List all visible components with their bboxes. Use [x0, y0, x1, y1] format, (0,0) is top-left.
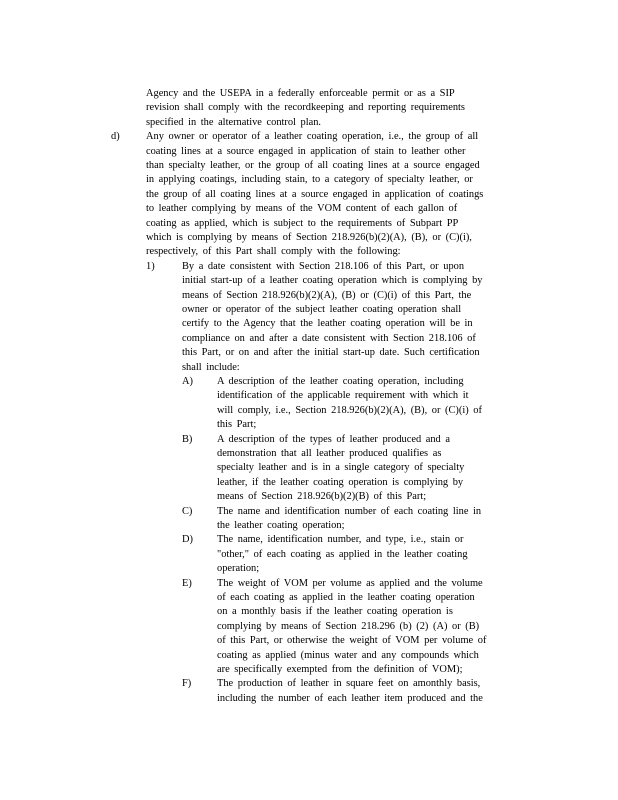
subitem-d-label: D): [182, 534, 193, 546]
section-d-line: than specialty leather, or the group of all coating lines at a source engaged: [146, 160, 480, 171]
subitem-b-line: means of Section 218.926(b)(2)(B) of this Part;: [217, 491, 427, 503]
item-1-line: owner or operator of the subject leather coating operation shall: [182, 304, 462, 315]
subitem-c-line: the leather coating operation;: [217, 520, 345, 531]
subitem-a-line: identification of the applicable requirement with which it: [217, 390, 469, 402]
item-1-line: shall include:: [182, 361, 240, 373]
item-1-line: initial start-up of a leather coating operation which is complying by: [182, 275, 483, 287]
subitem-f-line: including the number of each leather item produced and the: [217, 692, 483, 704]
intro-line: specified in the alternative control plan.: [146, 116, 322, 128]
subitem-f-line: The production of leather in square feet on amonthly basis,: [217, 678, 481, 690]
subitem-d-line: operation;: [217, 563, 260, 575]
subitem-f-label: F): [182, 678, 192, 690]
subitem-b-line: A description of the types of leather produced and a: [217, 433, 450, 445]
section-d-line: Any owner or operator of a leather coating operation, i.e., the group of all: [146, 131, 479, 143]
intro-line: revision shall comply with the recordkeeping and reporting requirements: [146, 102, 465, 114]
section-d-line: respectively, of this Part shall comply with the following:: [146, 246, 401, 258]
section-d-line: which is complying by means of Section 218.926(b)(2)(A), (B), or (C)(i),: [146, 232, 472, 243]
item-1-label: 1): [146, 260, 155, 272]
item-1-line: By a date consistent with Section 218.106 of this Part, or upon: [182, 260, 465, 272]
subitem-c-line: The name and identification number of each coating line in: [217, 505, 482, 517]
subitem-a-line: A description of the leather coating operation, including: [217, 376, 464, 387]
subitem-b-label: B): [182, 433, 193, 445]
subitem-a-label: A): [182, 376, 193, 387]
subitem-e-line: are specifically exempted from the definition of VOM);: [217, 664, 463, 675]
subitem-e-line: The weight of VOM per volume as applied and the volume: [217, 577, 483, 589]
section-d-label: d): [111, 131, 120, 143]
item-1-line: certify to the Agency that the leather coating operation will be in: [182, 318, 473, 330]
subitem-e-label: E): [182, 577, 192, 589]
subitem-e-line: of this Part, or otherwise the weight of VOM per volume of: [217, 635, 487, 647]
item-1-line: this Part, or on and after the initial start-up date. Such certification: [182, 347, 480, 359]
subitem-c-label: C): [182, 505, 193, 517]
section-d-line: in applying coatings, including stain, to a category of specialty leather, or: [146, 174, 473, 186]
item-1-line: means of Section 218.926(b)(2)(A), (B) or (C)(i) of this Part, the: [182, 289, 472, 301]
intro-line: Agency and the USEPA in a federally enforceable permit or as a SIP: [146, 88, 455, 99]
subitem-e-line: coating as applied (minus water and any compounds which: [217, 649, 479, 661]
item-1-line: compliance on and after a date consistent with Section 218.106 of: [182, 332, 476, 344]
subitem-b-line: specialty leather and is in a single category of specialty: [217, 462, 465, 474]
section-d-line: to leather complying by means of the VOM content of each gallon of: [146, 203, 458, 215]
subitem-d-line: "other," of each coating as applied in the leather coating: [217, 548, 468, 560]
subitem-a-line: this Part;: [217, 419, 257, 431]
subitem-b-line: demonstration that all leather produced qualifies as: [217, 448, 442, 459]
subitem-a-line: will comply, i.e., Section 218.926(b)(2)(A), (B), or (C)(i) of: [217, 404, 482, 416]
subitem-b-line: leather, if the leather coating operation is complying by: [217, 476, 464, 488]
subitem-e-line: complying by means of Section 218.296 (b) (2) (A) or (B): [217, 620, 480, 632]
section-d-line: coating lines at a source engaged in application of stain to leather other: [146, 145, 466, 157]
subitem-e-line: of each coating as applied in the leather coating operation: [217, 592, 475, 603]
section-d-line: the group of all coating lines at a source engaged in application of coatings: [146, 188, 484, 200]
section-d-line: coating as applied, which is subject to the requirements of Subpart PP: [146, 217, 459, 229]
subitem-d-line: The name, identification number, and type, i.e., stain or: [217, 534, 464, 546]
subitem-e-line: on a monthly basis if the leather coating operation is: [217, 606, 453, 618]
